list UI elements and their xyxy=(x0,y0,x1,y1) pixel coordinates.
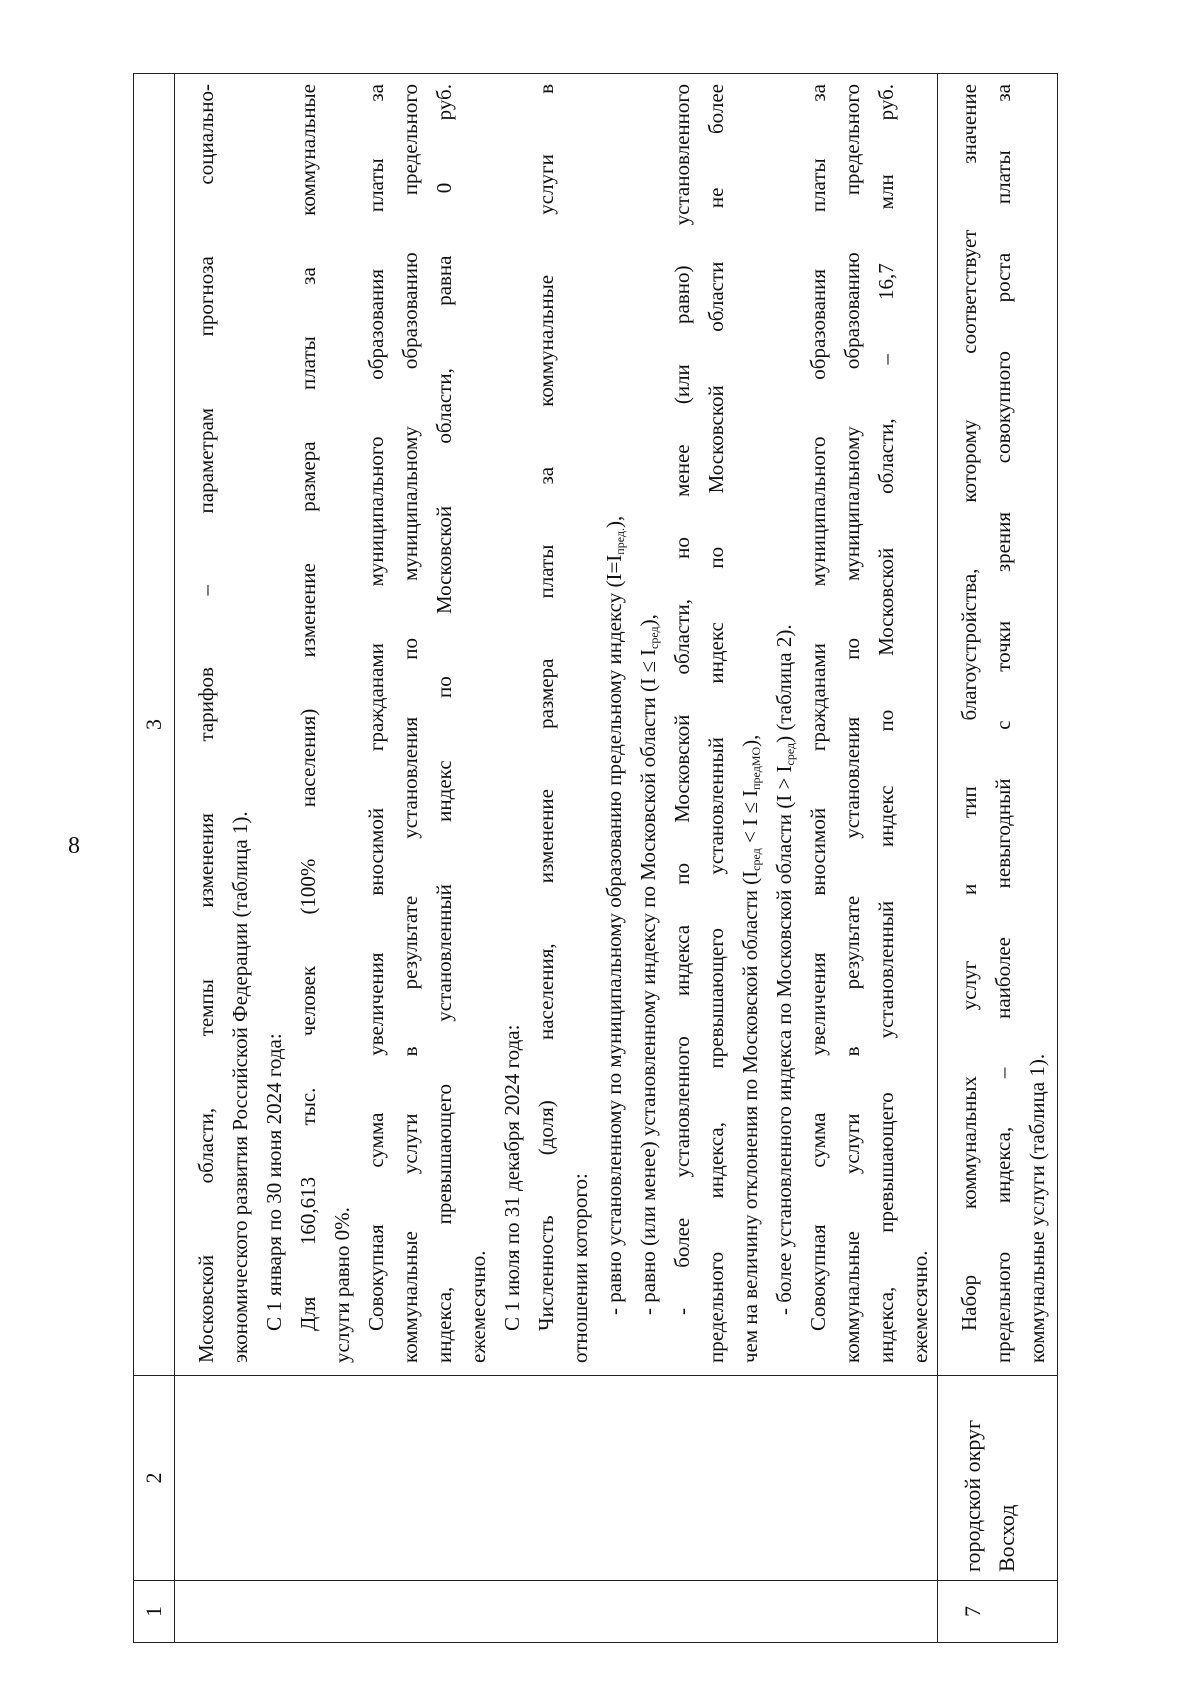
description-cell xyxy=(938,74,1058,1376)
header-col-3: 3 xyxy=(134,74,175,1376)
text-line: чем на величину отклонения по Московской области $(I_{сред} < I \le I_{предМО})$, xyxy=(738,734,763,1363)
text-line: С 1 июля по 31 декабря 2024 года: xyxy=(500,1024,524,1331)
text-line: - более установленного индекса по Московской области $(I > I_{сред})$ (таблица 2). xyxy=(772,624,797,1315)
municipality-cell: городской округ Восход xyxy=(938,1376,1058,1581)
table-header-row xyxy=(134,74,175,1643)
text-line: ежемесячно. xyxy=(466,1250,490,1363)
rotated-table-block xyxy=(133,74,1058,1643)
text-line: - более установленного индекса по Московской области, но менее (или равно) установленного xyxy=(670,84,694,1315)
table-row-continued xyxy=(175,74,938,1643)
text-line: услуги равно 0%. xyxy=(330,1207,354,1363)
text-line: Московской области, темпы изменения тарифов – параметрам прогноза социально- xyxy=(194,84,218,1363)
text-line: коммунальные услуги (таблица 1). xyxy=(1025,1053,1049,1363)
document-table xyxy=(133,73,1058,1643)
text-line: Совокупная сумма увеличения вносимой гражданами муниципального образования платы за xyxy=(364,84,388,1331)
text-line: отношении которого: xyxy=(568,1173,592,1363)
text-line: индекса, превышающего установленный индекс по Московской области, равна 0 руб. xyxy=(432,84,456,1363)
text-line: Для 160,613 тыс. человек (100% населения) изменение размера платы за коммунальные xyxy=(296,84,320,1331)
header-col-2: 2 xyxy=(134,1376,175,1581)
text-line: - равно (или менее) установленному индексу по Московской области $(I \le I_{сред})$, xyxy=(636,614,661,1315)
municipality-cell-empty xyxy=(175,1376,938,1581)
table-row-7 xyxy=(938,74,1058,1643)
text-line: предельного индекса, превышающего установленный индекс по Московской области не более xyxy=(704,84,728,1363)
text-line: Совокупная сумма увеличения вносимой гражданами муниципального образования платы за xyxy=(806,84,830,1331)
page-number: 8 xyxy=(68,833,80,859)
row-number-cell: 7 xyxy=(938,1581,1058,1643)
text-line: индекса, превышающего установленный индекс по Московской области, – 16,7 млн руб. xyxy=(874,84,898,1363)
text-line: Численность (доля) населения, изменение размера платы за коммунальные услуги в xyxy=(534,84,558,1331)
header-col-1: 1 xyxy=(134,1581,175,1643)
text-line: предельного индекса, – наиболее невыгодный с точки зрения совокупного роста платы за xyxy=(991,84,1015,1363)
description-cell xyxy=(175,74,938,1376)
text-line: коммунальные услуги в результате установления по муниципальному образованию предельного xyxy=(840,84,864,1363)
text-line: С 1 января по 30 июня 2024 года: xyxy=(262,1033,286,1331)
row-number-cell-empty xyxy=(175,1581,938,1643)
text-line: - равно установленному по муниципальному образованию предельному индексу $(I=I_{пред.})$, xyxy=(602,515,627,1315)
text-line: Набор коммунальных услуг и тип благоустройства, которому соответствует значение xyxy=(957,84,981,1331)
text-line: ежемесячно. xyxy=(908,1250,932,1363)
text-line: коммунальные услуги в результате установления по муниципальному образованию предельного xyxy=(398,84,422,1363)
text-line: экономического развития Российской Федерации (таблица 1). xyxy=(228,811,252,1363)
